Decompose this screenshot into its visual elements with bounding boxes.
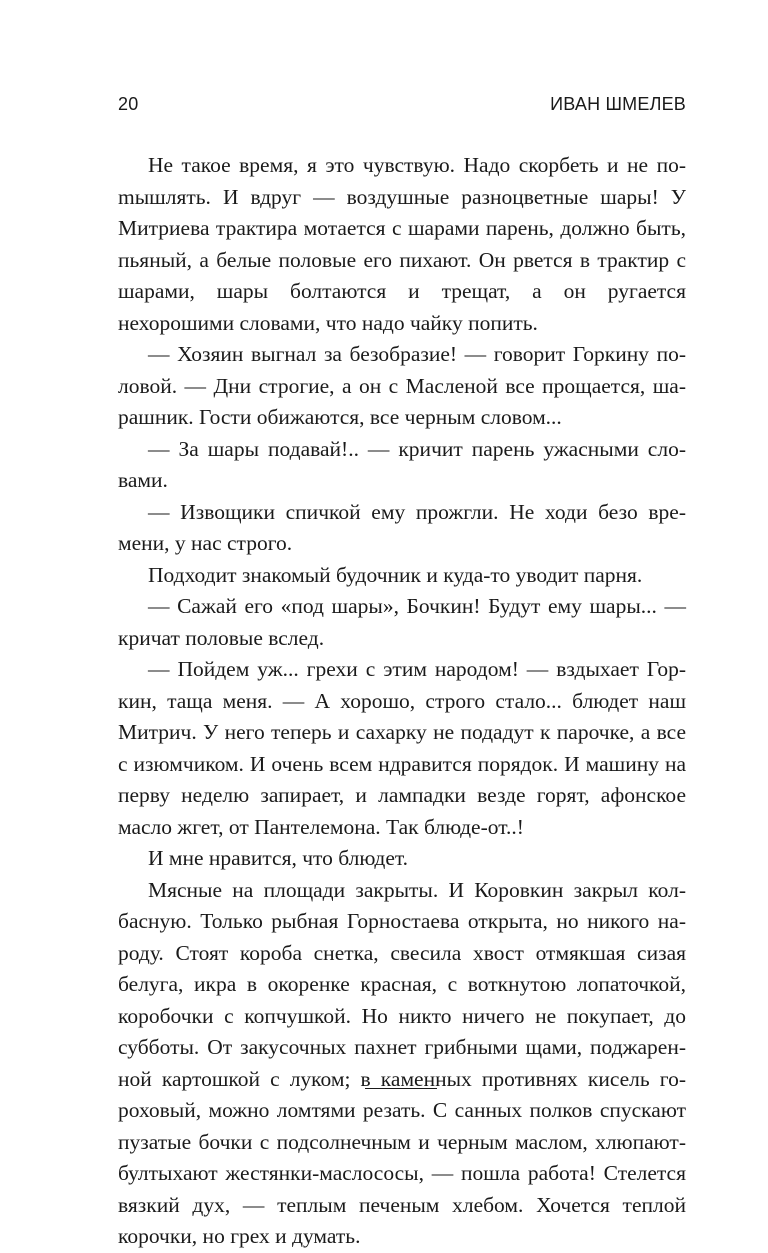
paragraph: Мясные на площади закрыты. И Коровкин закрыл колбасную. Только рыбная Горностаева открыта, но никого народу. Стоят короба снетка, свесила хвост отмякшая сизая белуга, икра в окоренке красная, с воткнутою лопаточкой, коробочки с копчушкой. Но никто ничего не покупает, до субботы. От закусочных пахнет грибными щами, поджаренной картошкой с луком; в каменных противнях кисель гороховый, можно ломтями резать. С санных полков спускают пузатые бочки с подсолнечным и черным маслом, хлюпают-бултыхают жестянки-маслососы, — пошла работа! Стелется вязкий дух, — теплым печеным хлебом. Хочется теплой корочки, но грех и думать. bbox=[118, 877, 686, 1248]
paragraph: — Хозяин выгнал за безобразие! — говорит Горкину половой. — Дни строгие, а он с Масленой все прощается, шарашник. Гости обижаются, все черным словом... bbox=[118, 342, 686, 429]
running-head bbox=[118, 94, 686, 122]
author-name: ИВАН ШМЕЛЕВ bbox=[550, 94, 686, 114]
paragraph: — Пойдем уж... грехи с этим народом! — вздыхает Горкин, таща меня. — А хорошо, строго стало... блюдет наш Митрич. У него теперь и сахарку не подадут к парочке, а все с изюмчиком. И очень всем ндравится порядок. И машину на перву неделю запирает, и лампадки везде горят, афонское масло жгет, от Пантелемона. Так блюде-от..! bbox=[118, 657, 686, 839]
paragraph: — Извощики спичкой ему прожгли. Не ходи безо времени, у нас строго. bbox=[118, 499, 686, 555]
paragraph: — За шары подавай!.. — кричит парень ужасными словами. bbox=[118, 436, 686, 492]
page-number: 20 bbox=[118, 94, 139, 114]
paragraph: Подходит знакомый будочник и куда-то уводит парня. bbox=[148, 562, 643, 587]
paragraph: — Сажай его «под шары», Бочкин! Будут ему шары... — кричат половые вслед. bbox=[118, 594, 686, 650]
paragraph: И мне нравится, что блюдет. bbox=[148, 846, 409, 870]
paragraph: Не такое время, я это чувствую. Надо скорбеть и не поmышлять. И вдруг — воздушные разноцветные шары! У Митриева трактира мотается с шарами парень, должно быть, пьяный, а белые половые его пихают. Он рвется в трактир с шарами, шары болтаются и трещат, а он ругается нехорошими словами, что надо чайку попить. bbox=[118, 153, 686, 335]
section-divider bbox=[365, 1088, 437, 1089]
